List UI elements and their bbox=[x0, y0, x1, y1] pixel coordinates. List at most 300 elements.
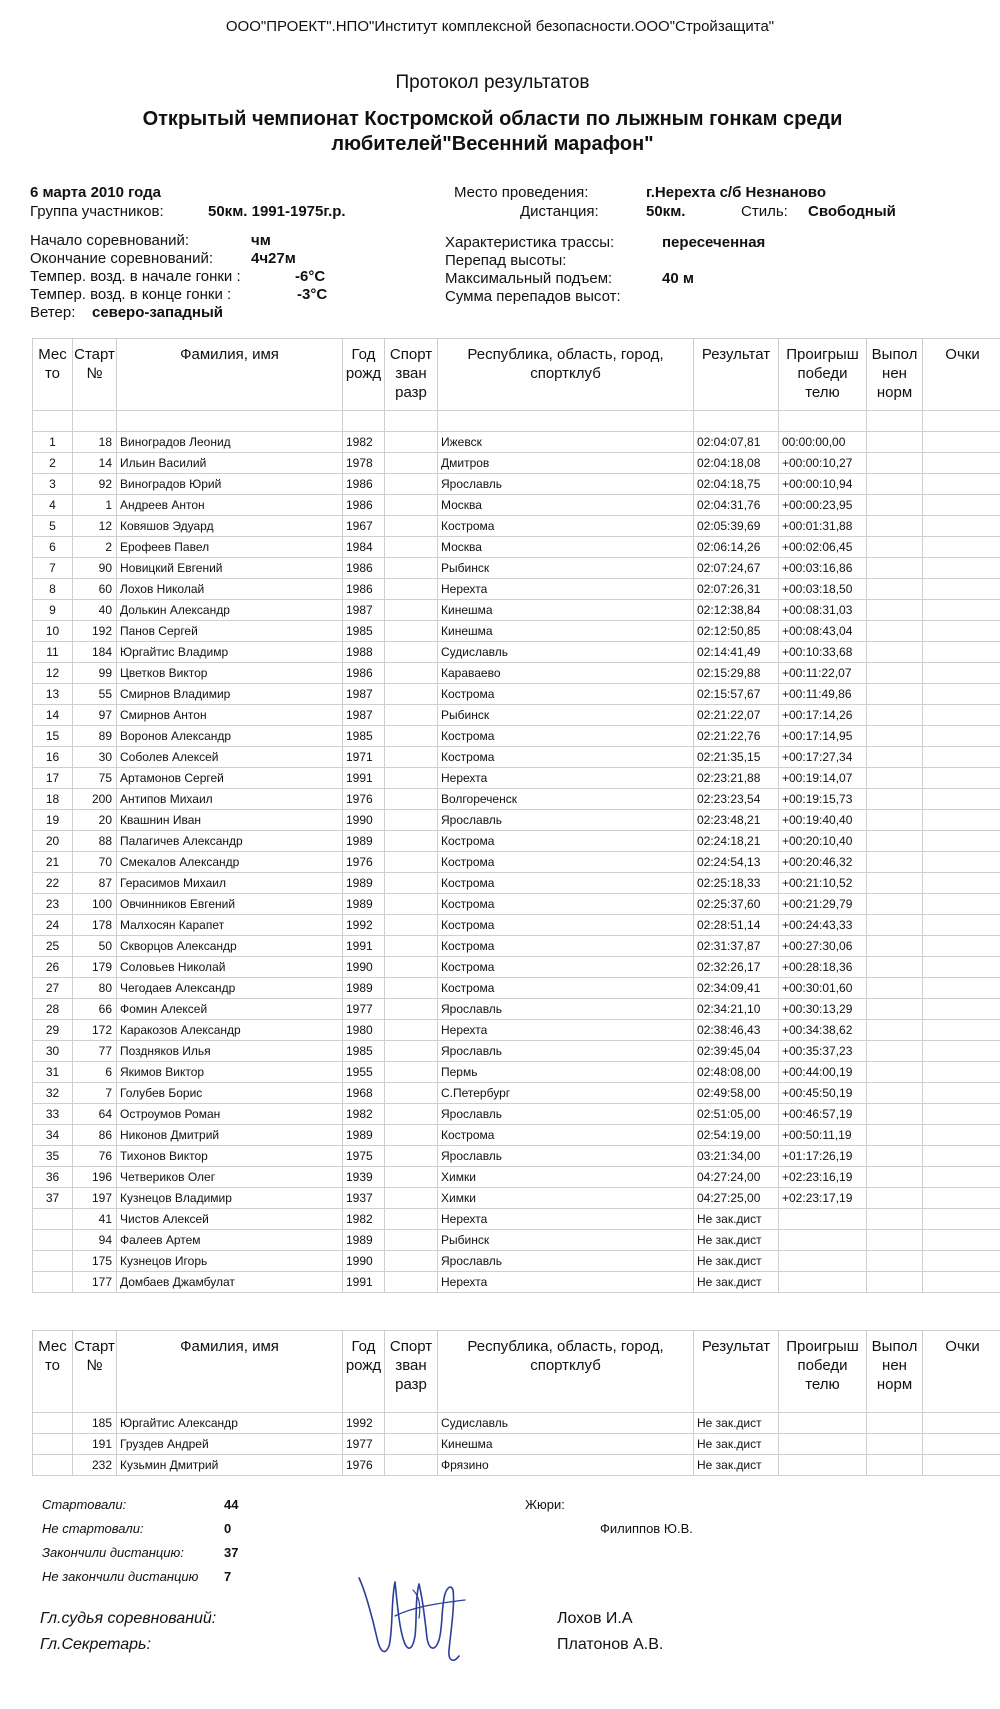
cell-place: 5 bbox=[33, 516, 73, 537]
cell-name: Виноградов Юрий bbox=[117, 474, 343, 495]
not-started-value: 0 bbox=[224, 1521, 232, 1536]
cell-norm bbox=[867, 663, 923, 684]
cell-points bbox=[923, 1251, 1000, 1272]
cell-name: Долькин Александр bbox=[117, 600, 343, 621]
cell-rank bbox=[385, 873, 438, 894]
cell-year: 1989 bbox=[343, 873, 385, 894]
cell-gap bbox=[779, 1209, 867, 1230]
cell-place: 4 bbox=[33, 495, 73, 516]
cell-points bbox=[923, 1020, 1000, 1041]
cell-gap: +00:01:31,88 bbox=[779, 516, 867, 537]
cell-gap bbox=[779, 1413, 867, 1434]
cell-result: 02:51:05,00 bbox=[694, 1104, 779, 1125]
cell-result: 02:21:22,07 bbox=[694, 705, 779, 726]
cell-points bbox=[923, 768, 1000, 789]
cell-norm bbox=[867, 978, 923, 999]
table-row bbox=[33, 873, 1000, 894]
cell-start: 50 bbox=[73, 936, 117, 957]
cell-place: 26 bbox=[33, 957, 73, 978]
cell-result: 02:04:31,76 bbox=[694, 495, 779, 516]
cell-rank bbox=[385, 915, 438, 936]
cell-norm bbox=[867, 579, 923, 600]
cell-norm bbox=[867, 516, 923, 537]
temp-end-value: -3°С bbox=[297, 286, 328, 303]
col2-region-header: Республика, область, город, спортклуб bbox=[438, 1331, 694, 1413]
cell-result: 02:21:35,15 bbox=[694, 747, 779, 768]
cell-result: 02:54:19,00 bbox=[694, 1125, 779, 1146]
cell-result: 02:23:48,21 bbox=[694, 810, 779, 831]
cell-norm bbox=[867, 642, 923, 663]
venue-label: Место проведения: bbox=[454, 184, 589, 201]
start-value: чм bbox=[251, 232, 271, 249]
cell-gap: 00:00:00,00 bbox=[779, 432, 867, 453]
cell-year: 1976 bbox=[343, 1455, 385, 1476]
cell-start: 12 bbox=[73, 516, 117, 537]
cell-start: 7 bbox=[73, 1083, 117, 1104]
not-finished-value: 7 bbox=[224, 1569, 232, 1584]
cell-region: Нерехта bbox=[438, 1272, 694, 1293]
cell-year: 1992 bbox=[343, 1413, 385, 1434]
cell-gap: +00:28:18,36 bbox=[779, 957, 867, 978]
cell-norm bbox=[867, 894, 923, 915]
cell-name: Лохов Николай bbox=[117, 579, 343, 600]
cell-points bbox=[923, 1062, 1000, 1083]
table-row bbox=[33, 453, 1000, 474]
cell-norm bbox=[867, 600, 923, 621]
cell-region: Ярославль bbox=[438, 1251, 694, 1272]
cell-norm bbox=[867, 453, 923, 474]
cell-start: 75 bbox=[73, 768, 117, 789]
cell-year: 1989 bbox=[343, 1125, 385, 1146]
col2-rank-header: Спорт зван разр bbox=[385, 1331, 438, 1413]
cell-rank bbox=[385, 726, 438, 747]
cell-gap: +00:24:43,33 bbox=[779, 915, 867, 936]
cell-points bbox=[923, 831, 1000, 852]
distance-value: 50км. bbox=[646, 203, 686, 220]
cell-year: 1989 bbox=[343, 978, 385, 999]
cell-norm bbox=[867, 1272, 923, 1293]
cell-points bbox=[923, 1188, 1000, 1209]
cell-rank bbox=[385, 684, 438, 705]
chief-judge-label: Гл.судья соревнований: bbox=[40, 1610, 217, 1627]
cell-norm bbox=[867, 915, 923, 936]
cell-points bbox=[923, 432, 1000, 453]
cell-place: 14 bbox=[33, 705, 73, 726]
cell-rank bbox=[385, 1251, 438, 1272]
temp-end-label: Темпер. возд. в конце гонки : bbox=[30, 286, 232, 303]
sum-diff-label: Сумма перепадов высот: bbox=[445, 288, 621, 305]
table-row bbox=[33, 684, 1000, 705]
wind-label: Ветер: bbox=[30, 304, 76, 321]
cell-place bbox=[33, 1434, 73, 1455]
jury-label: Жюри: bbox=[525, 1497, 565, 1512]
cell-result: Не зак.дист bbox=[694, 1413, 779, 1434]
end-value: 4ч27м bbox=[251, 250, 296, 267]
table-row bbox=[33, 537, 1000, 558]
cell-result: 04:27:25,00 bbox=[694, 1188, 779, 1209]
cell-rank bbox=[385, 537, 438, 558]
cell-start: 94 bbox=[73, 1230, 117, 1251]
cell-rank bbox=[385, 852, 438, 873]
end-label: Окончание соревнований: bbox=[30, 250, 213, 267]
cell-points bbox=[923, 789, 1000, 810]
cell-result: Не зак.дист bbox=[694, 1230, 779, 1251]
cell-points bbox=[923, 558, 1000, 579]
cell-rank bbox=[385, 747, 438, 768]
cell-result: 02:23:23,54 bbox=[694, 789, 779, 810]
cell-rank bbox=[385, 831, 438, 852]
cell-year: 1991 bbox=[343, 1272, 385, 1293]
cell-norm bbox=[867, 537, 923, 558]
cell-gap: +00:30:13,29 bbox=[779, 999, 867, 1020]
cell-result: 02:32:26,17 bbox=[694, 957, 779, 978]
cell-points bbox=[923, 1146, 1000, 1167]
cell-place bbox=[33, 1272, 73, 1293]
cell-place: 33 bbox=[33, 1104, 73, 1125]
cell-result: 02:28:51,14 bbox=[694, 915, 779, 936]
table-row bbox=[33, 1146, 1000, 1167]
cell-name: Каракозов Александр bbox=[117, 1020, 343, 1041]
cell-points bbox=[923, 600, 1000, 621]
cell-name: Воронов Александр bbox=[117, 726, 343, 747]
col-rank-header: Спорт зван разр bbox=[385, 339, 438, 411]
cell-norm bbox=[867, 1062, 923, 1083]
cell-place: 16 bbox=[33, 747, 73, 768]
table2-header-row bbox=[33, 1331, 1000, 1413]
cell-result: 02:21:22,76 bbox=[694, 726, 779, 747]
cell-year: 1986 bbox=[343, 558, 385, 579]
cell-start: 196 bbox=[73, 1167, 117, 1188]
cell-place: 31 bbox=[33, 1062, 73, 1083]
cell-rank bbox=[385, 957, 438, 978]
col2-name-header: Фамилия, имя bbox=[117, 1331, 343, 1413]
cell-gap: +00:44:00,19 bbox=[779, 1062, 867, 1083]
cell-points bbox=[923, 663, 1000, 684]
cell-region: Кострома bbox=[438, 684, 694, 705]
table-row bbox=[33, 1230, 1000, 1251]
cell-year: 1987 bbox=[343, 705, 385, 726]
cell-region: Кинешма bbox=[438, 621, 694, 642]
cell-start: 178 bbox=[73, 915, 117, 936]
cell-result: 02:04:18,75 bbox=[694, 474, 779, 495]
cell-year: 1980 bbox=[343, 1020, 385, 1041]
table-row bbox=[33, 1167, 1000, 1188]
cell-rank bbox=[385, 1230, 438, 1251]
cell-name: Кузнецов Игорь bbox=[117, 1251, 343, 1272]
cell-points bbox=[923, 1167, 1000, 1188]
cell-year: 1987 bbox=[343, 684, 385, 705]
cell-result: 02:14:41,49 bbox=[694, 642, 779, 663]
distance-label: Дистанция: bbox=[520, 203, 599, 220]
table-row bbox=[33, 1413, 1000, 1434]
cell-gap: +00:17:27,34 bbox=[779, 747, 867, 768]
cell-gap: +00:02:06,45 bbox=[779, 537, 867, 558]
cell-points bbox=[923, 1041, 1000, 1062]
table-row bbox=[33, 1104, 1000, 1125]
cell-year: 1967 bbox=[343, 516, 385, 537]
cell-place: 29 bbox=[33, 1020, 73, 1041]
cell-region: Кострома bbox=[438, 978, 694, 999]
cell-points bbox=[923, 873, 1000, 894]
finished-label: Закончили дистанцию: bbox=[42, 1545, 184, 1560]
cell-region: Ярославль bbox=[438, 810, 694, 831]
results-body bbox=[33, 432, 1000, 1293]
cell-region: Рыбинск bbox=[438, 705, 694, 726]
cell-result: 02:49:58,00 bbox=[694, 1083, 779, 1104]
cell-region: Нерехта bbox=[438, 1209, 694, 1230]
cell-place: 23 bbox=[33, 894, 73, 915]
cell-rank bbox=[385, 1062, 438, 1083]
cell-start: 99 bbox=[73, 663, 117, 684]
max-climb-value: 40 м bbox=[662, 270, 694, 287]
cell-year: 1978 bbox=[343, 453, 385, 474]
cell-name: Овчинников Евгений bbox=[117, 894, 343, 915]
cell-norm bbox=[867, 831, 923, 852]
cell-start: 177 bbox=[73, 1272, 117, 1293]
cell-result: 02:31:37,87 bbox=[694, 936, 779, 957]
temp-start-label: Темпер. возд. в начале гонки : bbox=[30, 268, 241, 285]
table-row bbox=[33, 1434, 1000, 1455]
table-row bbox=[33, 852, 1000, 873]
cell-result: 02:34:21,10 bbox=[694, 999, 779, 1020]
col2-result-header: Результат bbox=[694, 1331, 779, 1413]
cell-place: 6 bbox=[33, 537, 73, 558]
cell-name: Смирнов Владимир bbox=[117, 684, 343, 705]
cell-result: 02:07:24,67 bbox=[694, 558, 779, 579]
cell-region: Кострома bbox=[438, 852, 694, 873]
cell-result: 03:21:34,00 bbox=[694, 1146, 779, 1167]
cell-rank bbox=[385, 1209, 438, 1230]
cell-year: 1987 bbox=[343, 600, 385, 621]
cell-gap bbox=[779, 1272, 867, 1293]
cell-year: 1989 bbox=[343, 1230, 385, 1251]
cell-rank bbox=[385, 978, 438, 999]
cell-start: 64 bbox=[73, 1104, 117, 1125]
cell-rank bbox=[385, 1413, 438, 1434]
cell-name: Груздев Андрей bbox=[117, 1434, 343, 1455]
cell-gap: +00:20:46,32 bbox=[779, 852, 867, 873]
col2-start-header: Старт № bbox=[73, 1331, 117, 1413]
cell-points bbox=[923, 1413, 1000, 1434]
table-row bbox=[33, 1125, 1000, 1146]
cell-place: 19 bbox=[33, 810, 73, 831]
col-name-header: Фамилия, имя bbox=[117, 339, 343, 411]
cell-name: Голубев Борис bbox=[117, 1083, 343, 1104]
cell-year: 1989 bbox=[343, 894, 385, 915]
cell-norm bbox=[867, 1209, 923, 1230]
cell-norm bbox=[867, 1083, 923, 1104]
cell-start: 40 bbox=[73, 600, 117, 621]
cell-place: 2 bbox=[33, 453, 73, 474]
cell-result: 02:25:18,33 bbox=[694, 873, 779, 894]
table-row bbox=[33, 558, 1000, 579]
cell-region: Ярославль bbox=[438, 1104, 694, 1125]
cell-year: 1984 bbox=[343, 537, 385, 558]
cell-rank bbox=[385, 999, 438, 1020]
cell-region: Кострома bbox=[438, 936, 694, 957]
table-row bbox=[33, 831, 1000, 852]
height-diff-label: Перепад высоты: bbox=[445, 252, 567, 269]
cell-rank bbox=[385, 432, 438, 453]
cell-points bbox=[923, 1104, 1000, 1125]
cell-name: Кузнецов Владимир bbox=[117, 1188, 343, 1209]
cell-norm bbox=[867, 957, 923, 978]
cell-start: 92 bbox=[73, 474, 117, 495]
cell-points bbox=[923, 726, 1000, 747]
cell-rank bbox=[385, 642, 438, 663]
cell-start: 200 bbox=[73, 789, 117, 810]
chief-judge-name: Лохов И.А bbox=[557, 1610, 633, 1627]
cell-place: 24 bbox=[33, 915, 73, 936]
cell-place: 25 bbox=[33, 936, 73, 957]
cell-result: Не зак.дист bbox=[694, 1209, 779, 1230]
cell-gap: +00:19:15,73 bbox=[779, 789, 867, 810]
organizers-line: ООО"ПРОЕКТ".НПО"Институт комплексной безопасности.ООО"Стройзащита" bbox=[225, 18, 775, 35]
col2-gap-header: Проигрыш победи телю bbox=[779, 1331, 867, 1413]
cell-norm bbox=[867, 999, 923, 1020]
cell-gap: +00:20:10,40 bbox=[779, 831, 867, 852]
cell-name: Панов Сергей bbox=[117, 621, 343, 642]
cell-year: 1939 bbox=[343, 1167, 385, 1188]
cell-points bbox=[923, 453, 1000, 474]
temp-start-value: -6°С bbox=[295, 268, 326, 285]
cell-start: 100 bbox=[73, 894, 117, 915]
cell-name: Поздняков Илья bbox=[117, 1041, 343, 1062]
cell-gap: +00:17:14,95 bbox=[779, 726, 867, 747]
cell-points bbox=[923, 642, 1000, 663]
cell-rank bbox=[385, 516, 438, 537]
cell-points bbox=[923, 705, 1000, 726]
col2-points-header: Очки bbox=[923, 1331, 1000, 1413]
cell-rank bbox=[385, 663, 438, 684]
cell-region: Москва bbox=[438, 495, 694, 516]
cell-start: 89 bbox=[73, 726, 117, 747]
cell-norm bbox=[867, 705, 923, 726]
cell-start: 66 bbox=[73, 999, 117, 1020]
cell-rank bbox=[385, 1146, 438, 1167]
cell-norm bbox=[867, 852, 923, 873]
not-finished-label: Не закончили дистанцию bbox=[42, 1569, 199, 1584]
cell-place: 8 bbox=[33, 579, 73, 600]
cell-name: Чегодаев Александр bbox=[117, 978, 343, 999]
cell-rank bbox=[385, 579, 438, 600]
cell-gap: +00:45:50,19 bbox=[779, 1083, 867, 1104]
cell-name: Юргайтис Владимр bbox=[117, 642, 343, 663]
secretary-label: Гл.Секретарь: bbox=[40, 1636, 151, 1653]
cell-points bbox=[923, 621, 1000, 642]
cell-points bbox=[923, 810, 1000, 831]
cell-points bbox=[923, 516, 1000, 537]
cell-start: 172 bbox=[73, 1020, 117, 1041]
cell-gap: +00:00:10,94 bbox=[779, 474, 867, 495]
cell-name: Ерофеев Павел bbox=[117, 537, 343, 558]
table-row bbox=[33, 747, 1000, 768]
table-row bbox=[33, 1083, 1000, 1104]
table-row bbox=[33, 978, 1000, 999]
cell-start: 41 bbox=[73, 1209, 117, 1230]
cell-rank bbox=[385, 1455, 438, 1476]
signature bbox=[355, 1560, 475, 1670]
cell-result: Не зак.дист bbox=[694, 1455, 779, 1476]
cell-place: 22 bbox=[33, 873, 73, 894]
cell-region: Фрязино bbox=[438, 1455, 694, 1476]
cell-region: Химки bbox=[438, 1167, 694, 1188]
cell-rank bbox=[385, 1020, 438, 1041]
cell-region: Ярославль bbox=[438, 1146, 694, 1167]
cell-result: Не зак.дист bbox=[694, 1434, 779, 1455]
cell-place: 35 bbox=[33, 1146, 73, 1167]
cell-start: 14 bbox=[73, 453, 117, 474]
cell-region: Химки bbox=[438, 1188, 694, 1209]
cell-gap: +00:08:31,03 bbox=[779, 600, 867, 621]
cell-points bbox=[923, 978, 1000, 999]
cell-norm bbox=[867, 936, 923, 957]
table-row bbox=[33, 642, 1000, 663]
cell-gap: +00:30:01,60 bbox=[779, 978, 867, 999]
cell-gap bbox=[779, 1434, 867, 1455]
col-region-header: Республика, область, город, спортклуб bbox=[438, 339, 694, 411]
cell-place bbox=[33, 1413, 73, 1434]
cell-points bbox=[923, 894, 1000, 915]
cell-start: 86 bbox=[73, 1125, 117, 1146]
cell-rank bbox=[385, 1434, 438, 1455]
table-row bbox=[33, 474, 1000, 495]
cell-gap: +00:03:18,50 bbox=[779, 579, 867, 600]
cell-name: Соловьев Николай bbox=[117, 957, 343, 978]
col-result-header: Результат bbox=[694, 339, 779, 411]
cell-name: Фомин Алексей bbox=[117, 999, 343, 1020]
cell-points bbox=[923, 1083, 1000, 1104]
cell-place: 37 bbox=[33, 1188, 73, 1209]
cell-gap bbox=[779, 1251, 867, 1272]
cell-gap bbox=[779, 1455, 867, 1476]
cell-rank bbox=[385, 810, 438, 831]
table-row bbox=[33, 915, 1000, 936]
cell-start: 191 bbox=[73, 1434, 117, 1455]
col-points-header: Очки bbox=[923, 339, 1000, 411]
cell-gap: +00:11:22,07 bbox=[779, 663, 867, 684]
table-row bbox=[33, 1209, 1000, 1230]
table-row bbox=[33, 726, 1000, 747]
cell-year: 1982 bbox=[343, 1104, 385, 1125]
cell-norm bbox=[867, 768, 923, 789]
cell-region: Ярославль bbox=[438, 474, 694, 495]
cell-norm bbox=[867, 558, 923, 579]
cell-year: 1986 bbox=[343, 663, 385, 684]
cell-region: Волгореченск bbox=[438, 789, 694, 810]
cell-region: Нерехта bbox=[438, 768, 694, 789]
cell-region: Москва bbox=[438, 537, 694, 558]
cell-norm bbox=[867, 1230, 923, 1251]
cell-place: 1 bbox=[33, 432, 73, 453]
cell-region: Кострома bbox=[438, 726, 694, 747]
cell-result: 02:12:50,85 bbox=[694, 621, 779, 642]
cell-result: 02:06:14,26 bbox=[694, 537, 779, 558]
cell-place: 32 bbox=[33, 1083, 73, 1104]
cell-start: 20 bbox=[73, 810, 117, 831]
cell-gap: +00:46:57,19 bbox=[779, 1104, 867, 1125]
cell-name: Домбаев Джамбулат bbox=[117, 1272, 343, 1293]
cell-name: Четвериков Олег bbox=[117, 1167, 343, 1188]
cell-region: Кинешма bbox=[438, 1434, 694, 1455]
cell-year: 1991 bbox=[343, 936, 385, 957]
cell-points bbox=[923, 957, 1000, 978]
cell-norm bbox=[867, 474, 923, 495]
cell-year: 1976 bbox=[343, 789, 385, 810]
cell-result: Не зак.дист bbox=[694, 1251, 779, 1272]
cell-rank bbox=[385, 453, 438, 474]
cell-region: Нерехта bbox=[438, 1020, 694, 1041]
